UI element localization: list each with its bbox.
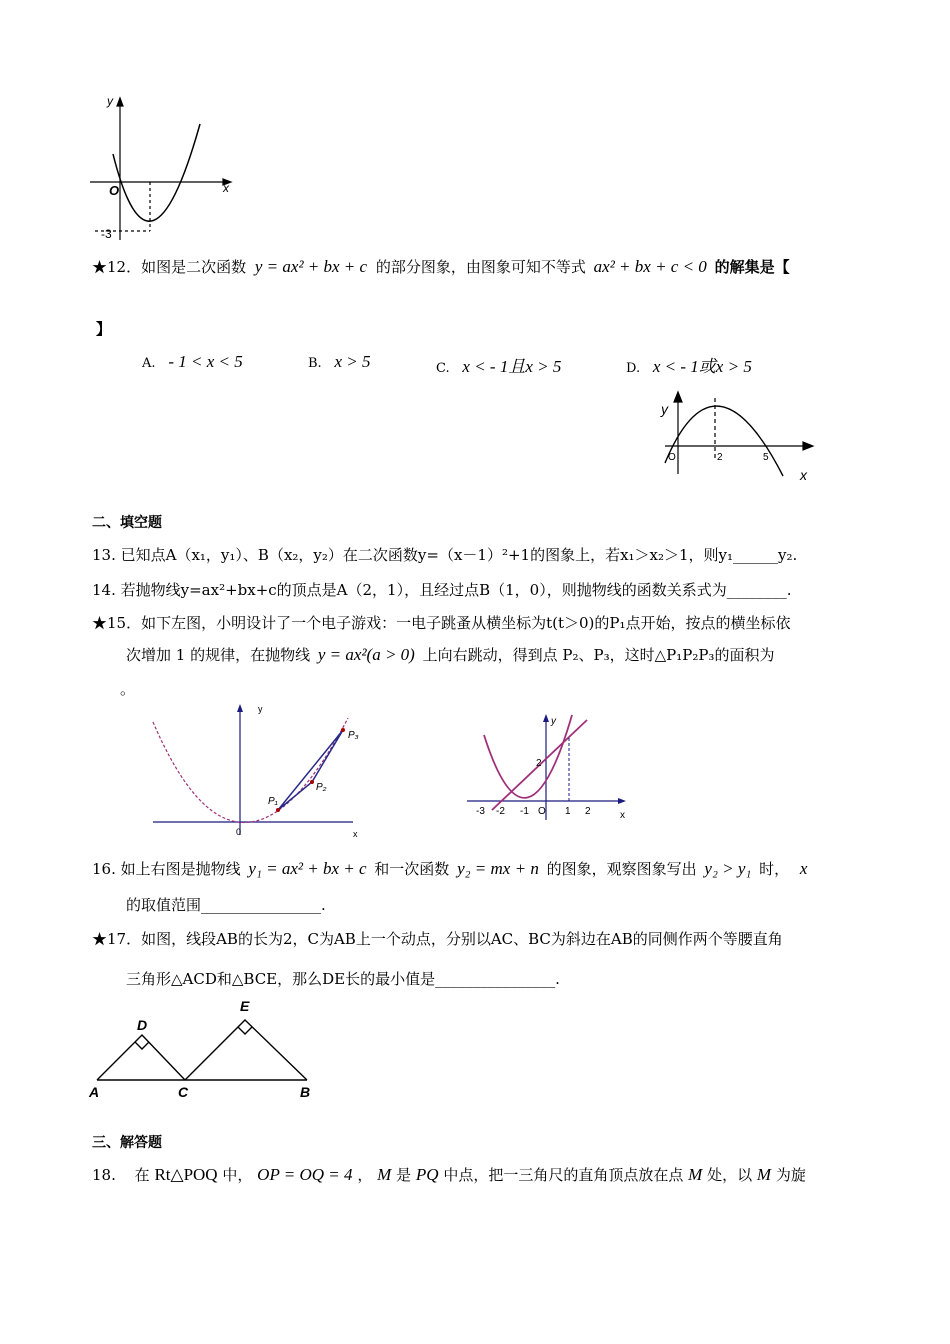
y-label: y <box>551 716 556 727</box>
q15-line3: 。 <box>120 680 136 698</box>
label-c: C <box>178 1084 189 1100</box>
x-axis-arrow <box>803 442 813 450</box>
q12-parabola-graph <box>85 92 245 252</box>
q12-middle: 的部分图象，由图象可知不等式 <box>375 258 586 276</box>
y-axis-arrow <box>674 392 682 402</box>
tick-neg3: -3 <box>476 806 485 817</box>
p3-label: P₃ <box>348 730 359 741</box>
point-p1 <box>276 808 280 812</box>
q15-line2-b: 上向右跳动，得到点 P₂、P₃，这时△P₁P₂P₃的面积为 <box>422 646 775 664</box>
q18-eq: OP = OQ = 4 <box>257 1165 353 1184</box>
tick-2: 2 <box>717 452 723 463</box>
q15-line2-a: 次增加 1 的规律，在抛物线 <box>126 646 311 664</box>
option-text: x > 5 <box>334 352 371 371</box>
q16-suffix: 的图象，观察图象写出 <box>546 860 697 878</box>
section3-title: 三、解答题 <box>92 1135 162 1151</box>
q18-line1 <box>92 1164 806 1185</box>
tick-1: 1 <box>565 806 571 817</box>
y-label: y <box>661 401 668 417</box>
q18-pq: PQ <box>415 1165 439 1184</box>
q15-line1: ★15．如下左图，小明设计了一个电子游戏：一电子跳蚤从横坐标为t(t＞0)的P₁点开始，按点的横坐标依 <box>92 614 791 632</box>
section2-title: 二、填空题 <box>92 515 162 531</box>
y-label: y <box>107 94 113 108</box>
q16-formula2: y₂ = mx + n <box>457 859 539 878</box>
q12-close-bracket: 】 <box>96 320 112 338</box>
y-tick-2: 2 <box>536 758 542 769</box>
q12-suffix: 的解集是【 <box>714 258 790 276</box>
tick-neg1: -1 <box>520 806 529 817</box>
tick-5: 5 <box>763 452 769 463</box>
y-axis-arrow <box>543 714 549 722</box>
x-label: x <box>800 467 807 483</box>
q18-t7: 为旋 <box>775 1166 806 1184</box>
q12-formula: y = ax² + bx + c <box>254 257 368 276</box>
q16-line2: 的取值范围________________. <box>126 896 326 914</box>
q17-triangles-figure <box>85 995 335 1105</box>
origin-label: O <box>538 806 546 817</box>
q16-parabola-line-graph <box>462 710 642 825</box>
q15-jump-graph <box>148 700 368 840</box>
q12-prefix: ★12．如图是二次函数 <box>92 258 247 276</box>
parabola-curve <box>484 715 572 798</box>
origin-label: O <box>109 183 120 198</box>
p1-label: P₁ <box>268 796 278 807</box>
q12-option-a <box>142 352 243 372</box>
q13-text: 13. 已知点A（x₁，y₁）、B（x₂，y₂）在二次函数y=（x－1）²+1的图象上，若x₁＞x₂＞1，则y₁______y₂. <box>92 546 798 564</box>
q18-num: 18. <box>92 1166 116 1184</box>
triangle-p1p2p3 <box>278 730 343 810</box>
q18-t2: 中， <box>222 1166 253 1184</box>
x-label: x <box>620 810 625 821</box>
tick-neg2: -2 <box>496 806 505 817</box>
q12-option-c <box>436 352 561 377</box>
q14-text: 14. 若抛物线y=ax²+bx+c的顶点是A（2，1），且经过点B（1，0），则抛物线的函数关系式为________. <box>92 581 792 599</box>
x-label: x <box>353 829 358 839</box>
label-e: E <box>240 998 250 1014</box>
label-a: A <box>89 1084 100 1100</box>
q18-m2: M <box>688 1165 703 1184</box>
y-axis-arrow <box>237 704 243 712</box>
q12-option-b <box>308 352 371 372</box>
origin-label: O <box>668 452 676 463</box>
q16-line1 <box>92 858 807 879</box>
y-label: y <box>258 704 263 714</box>
label-b: B <box>300 1084 311 1100</box>
option-letter: D. <box>626 361 641 376</box>
point-p2 <box>310 780 314 784</box>
min-label: -3 <box>101 227 112 241</box>
parabola-curve <box>665 406 783 476</box>
x-label: x <box>223 181 229 195</box>
q18-t3: ， <box>357 1166 373 1184</box>
option-text: x < - 1且x > 5 <box>462 357 562 376</box>
x-axis-arrow <box>618 798 626 804</box>
option-letter: C. <box>436 361 450 376</box>
q12-inequality: ax² + bx + c < 0 <box>593 257 707 276</box>
q16-var: x <box>799 859 808 878</box>
option-text: x < - 1或x > 5 <box>652 357 752 376</box>
q16-prefix: 16. 如上右图是抛物线 <box>92 860 241 878</box>
tick-2: 2 <box>585 806 591 817</box>
label-d: D <box>137 1017 148 1033</box>
option-letter: A. <box>142 356 156 371</box>
right-angle-e <box>238 1027 252 1034</box>
q16-cond: y₂ > y₁ <box>704 859 752 878</box>
q15-line2 <box>126 644 774 665</box>
q12-line1 <box>92 256 790 277</box>
q15-formula: y = ax²(a > 0) <box>317 645 415 664</box>
q17-line2: 三角形△ACD和△BCE，那么DE长的最小值是________________. <box>126 970 560 988</box>
origin-label: 0 <box>236 827 242 837</box>
triangle-acd <box>97 1035 185 1080</box>
q12-downward-parabola-graph <box>655 388 825 488</box>
q16-formula1: y₁ = ax² + bx + c <box>248 859 367 878</box>
point-p3 <box>341 728 345 732</box>
y-axis-arrow <box>117 98 123 106</box>
q12-option-d <box>626 352 752 377</box>
q18-m1: M <box>377 1165 392 1184</box>
q18-t1: 在 <box>134 1166 150 1184</box>
q18-m3: M <box>756 1165 772 1184</box>
p2-label: P₂ <box>316 782 327 793</box>
q18-tri: Rt△POQ <box>154 1165 218 1184</box>
option-text: - 1 < x < 5 <box>168 352 243 371</box>
q18-t6: 处，以 <box>707 1166 753 1184</box>
option-letter: B. <box>308 356 322 371</box>
q18-t5: 中点，把一三角尺的直角顶点放在点 <box>443 1166 684 1184</box>
q17-line1: ★17．如图，线段AB的长为2，C为AB上一个动点，分别以AC、BC为斜边在AB的同侧作两个等腰直角 <box>92 930 783 948</box>
parabola-curve <box>113 124 200 221</box>
q16-when: 时， <box>759 860 790 878</box>
q16-middle: 和一次函数 <box>374 860 450 878</box>
q18-t4: 是 <box>396 1166 412 1184</box>
right-angle-d <box>135 1042 149 1049</box>
triangle-bce <box>185 1020 307 1080</box>
